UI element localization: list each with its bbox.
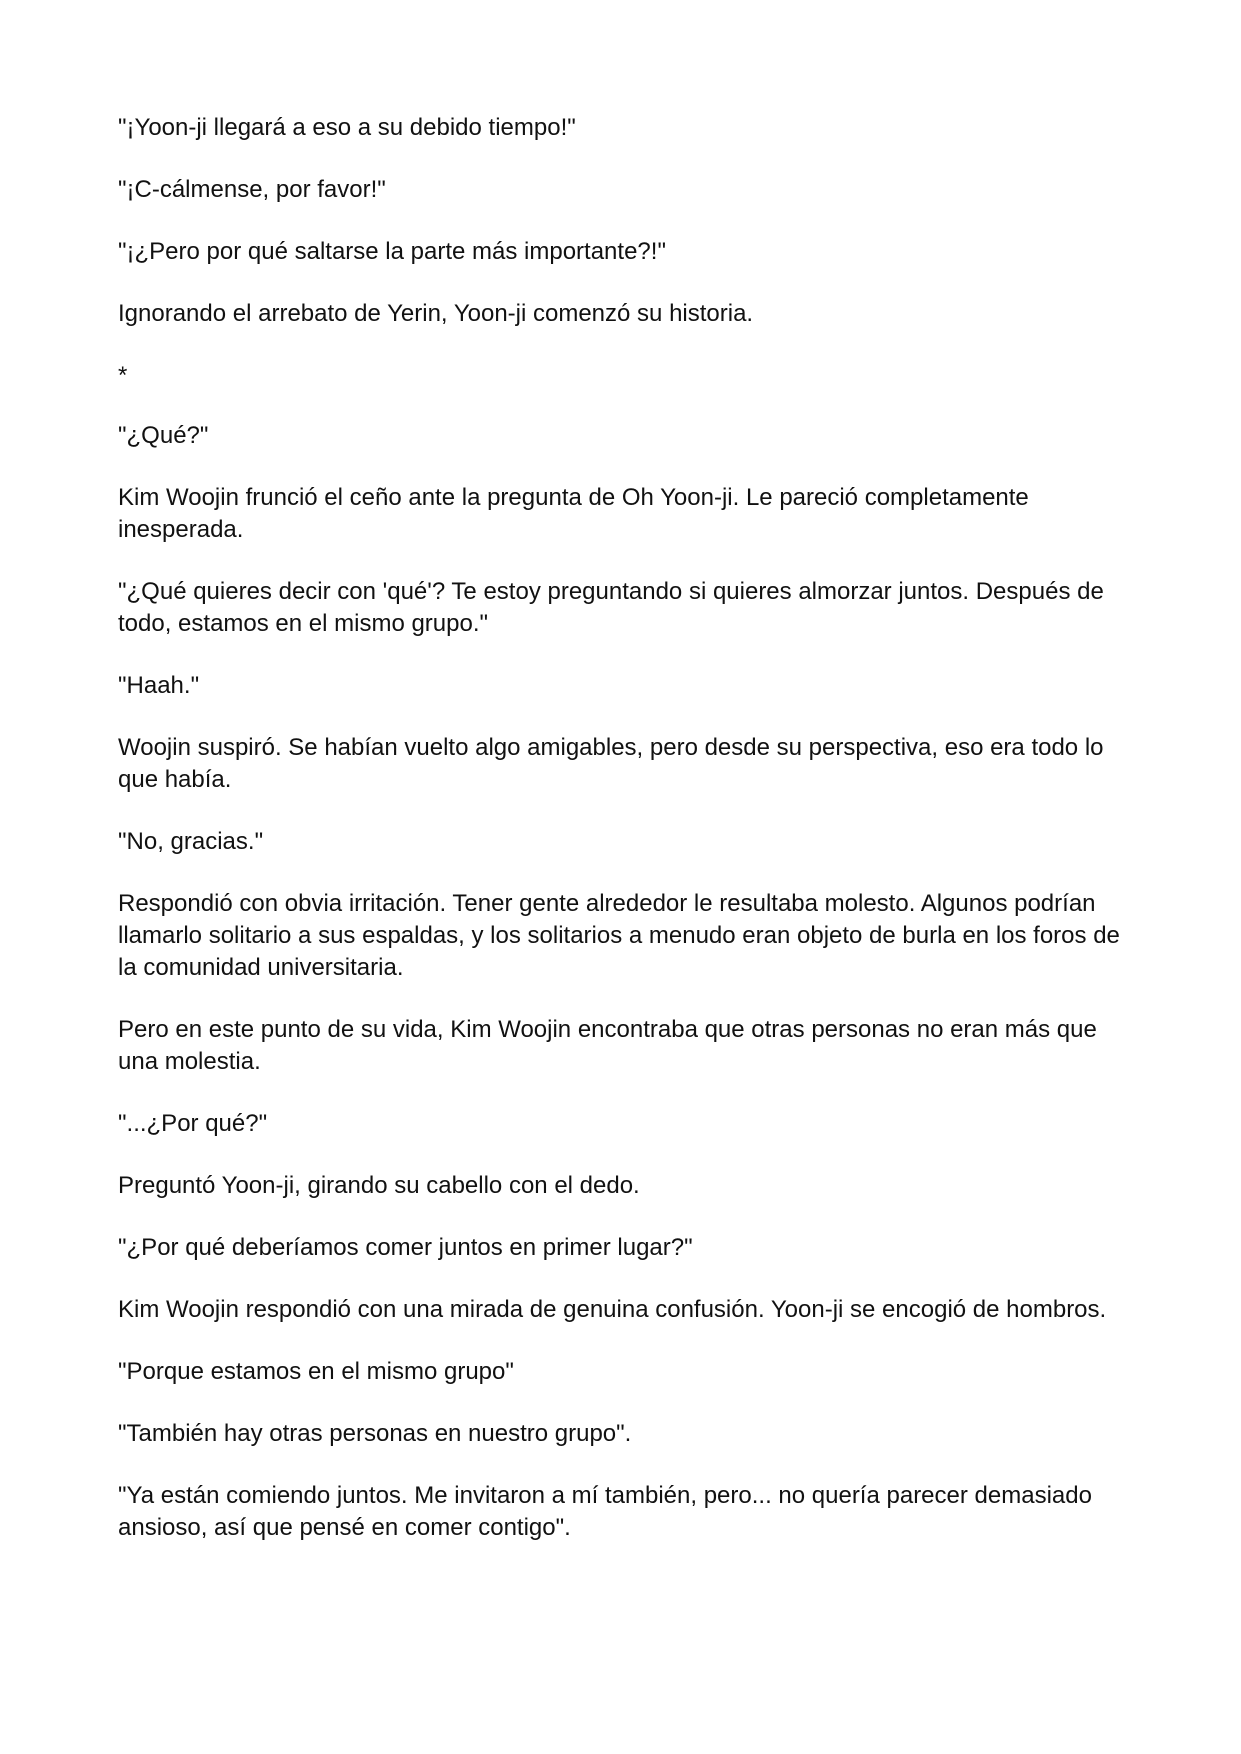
paragraph-7: Kim Woojin frunció el ceño ante la pregunta de Oh Yoon-ji. Le pareció completamente inesperada. — [118, 484, 1029, 543]
paragraph-18: "Porque estamos en el mismo grupo" — [118, 1358, 514, 1385]
paragraph-6: "¿Qué?" — [118, 422, 209, 449]
paragraph-9: "Haah." — [118, 672, 200, 699]
document-page — [118, 112, 1138, 1574]
paragraph-17: Kim Woojin respondió con una mirada de genuina confusión. Yoon-ji se encogió de hombros. — [118, 1296, 1107, 1323]
paragraph-4: Ignorando el arrebato de Yerin, Yoon-ji comenzó su historia. — [118, 300, 754, 327]
paragraph-3: "¡¿Pero por qué saltarse la parte más importante?!" — [118, 238, 666, 265]
paragraph-20: "Ya están comiendo juntos. Me invitaron a mí también, pero... no quería parecer demasiado ansioso, así que pensé en comer contigo". — [118, 1482, 1092, 1541]
paragraph-1: "¡Yoon-ji llegará a eso a su debido tiempo!" — [118, 114, 576, 141]
paragraph-13: Pero en este punto de su vida, Kim Woojin encontraba que otras personas no eran más que una molestia. — [118, 1016, 1097, 1075]
paragraph-19: "También hay otras personas en nuestro grupo". — [118, 1420, 632, 1447]
scene-break: * — [118, 362, 128, 389]
paragraph-14: "...¿Por qué?" — [118, 1110, 268, 1137]
paragraph-2: "¡C-cálmense, por favor!" — [118, 176, 386, 203]
paragraph-11: "No, gracias." — [118, 828, 264, 855]
paragraph-10: Woojin suspiró. Se habían vuelto algo amigables, pero desde su perspectiva, eso era todo lo que había. — [118, 734, 1104, 793]
paragraph-16: "¿Por qué deberíamos comer juntos en primer lugar?" — [118, 1234, 693, 1261]
paragraph-12: Respondió con obvia irritación. Tener gente alrededor le resultaba molesto. Algunos podrían llamarlo solitario a sus espaldas, y los solitarios a menudo eran objeto de burla en los foros de la comunidad universitaria. — [118, 890, 1120, 981]
paragraph-15: Preguntó Yoon-ji, girando su cabello con el dedo. — [118, 1172, 640, 1199]
paragraph-8: "¿Qué quieres decir con 'qué'? Te estoy preguntando si quieres almorzar juntos. Después de todo, estamos en el mismo grupo." — [118, 578, 1104, 637]
